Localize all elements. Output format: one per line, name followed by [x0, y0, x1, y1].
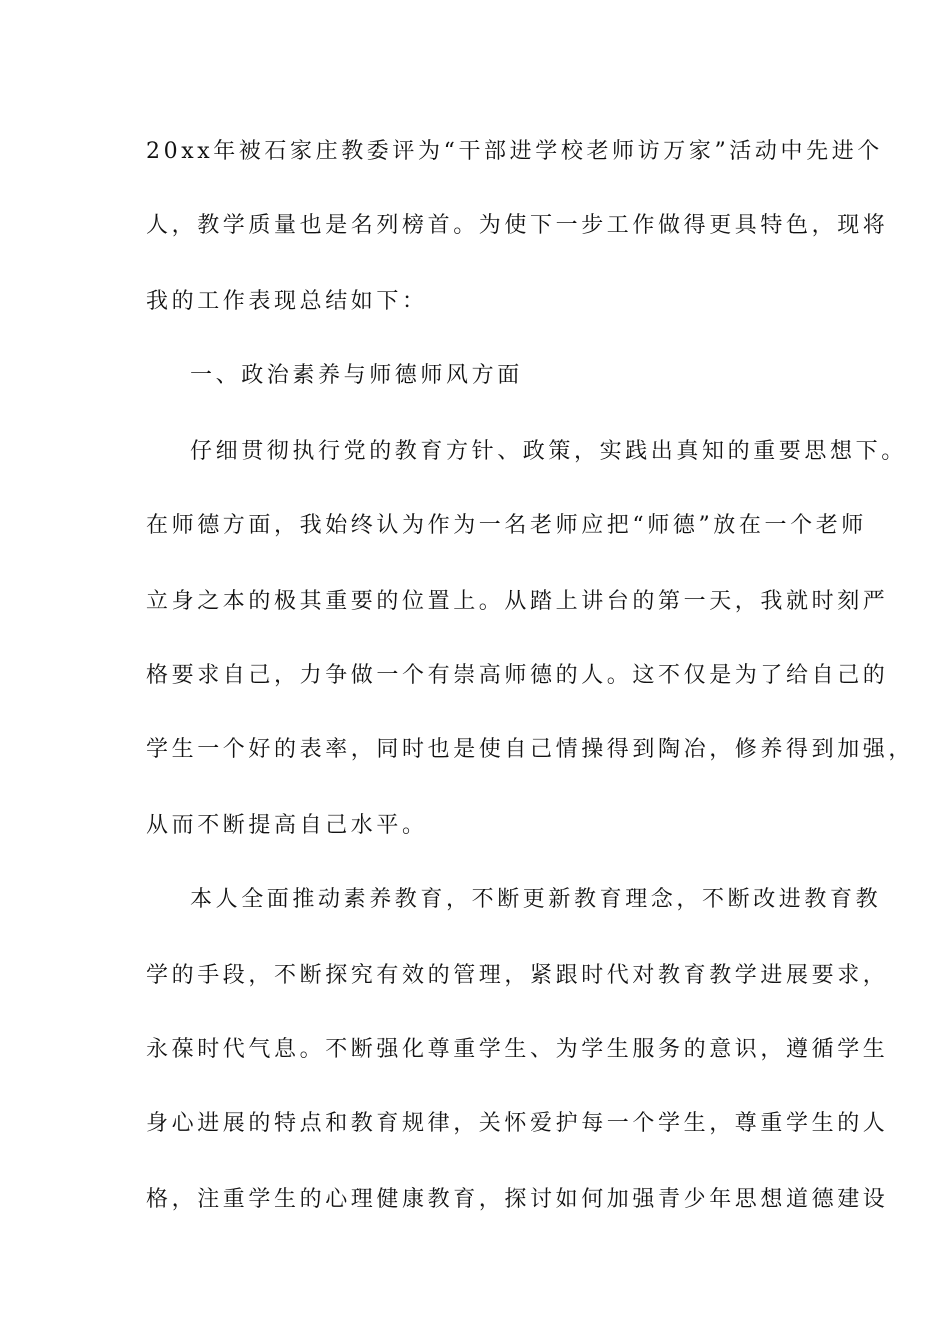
text-line-13: 永葆时代气息。不断强化尊重学生、为学生服务的意识，遵循学生 [146, 1037, 889, 1062]
text-line-5: 仔细贯彻执行党的教育方针、政策，实践出真知的重要思想下。 [190, 439, 907, 464]
text-line-15: 格，注重学生的心理健康教育，探讨如何加强青少年思想道德建设 [146, 1187, 889, 1212]
text-line-10: 从而不断提高自己水平。 [146, 813, 428, 838]
section-heading: 一、政治素养与师德师风方面 [190, 363, 523, 388]
text-line-7: 立身之本的极其重要的位置上。从踏上讲台的第一天，我就时刻严 [146, 589, 889, 614]
text-line-8: 格要求自己，力争做一个有崇高师德的人。这不仅是为了给自己的 [146, 663, 889, 688]
text-line-14: 身心进展的特点和教育规律，关怀爱护每一个学生，尊重学生的人 [146, 1111, 889, 1136]
text-line-1: 20xx年被石家庄教委评为“干部进学校老师访万家”活动中先进个 [146, 139, 883, 164]
text-line-3: 我的工作表现总结如下： [146, 289, 428, 314]
text-line-2: 人，教学质量也是名列榜首。为使下一步工作做得更具特色，现将 [146, 213, 889, 238]
text-line-6: 在师德方面，我始终认为作为一名老师应把“师德”放在一个老师 [146, 513, 867, 538]
text-line-12: 学的手段，不断探究有效的管理，紧跟时代对教育教学进展要求， [146, 963, 889, 988]
text-line-11: 本人全面推动素养教育，不断更新教育理念，不断改进教育教 [190, 887, 882, 912]
text-line-9: 学生一个好的表率，同时也是使自己情操得到陶冶，修养得到加强， [146, 737, 915, 762]
